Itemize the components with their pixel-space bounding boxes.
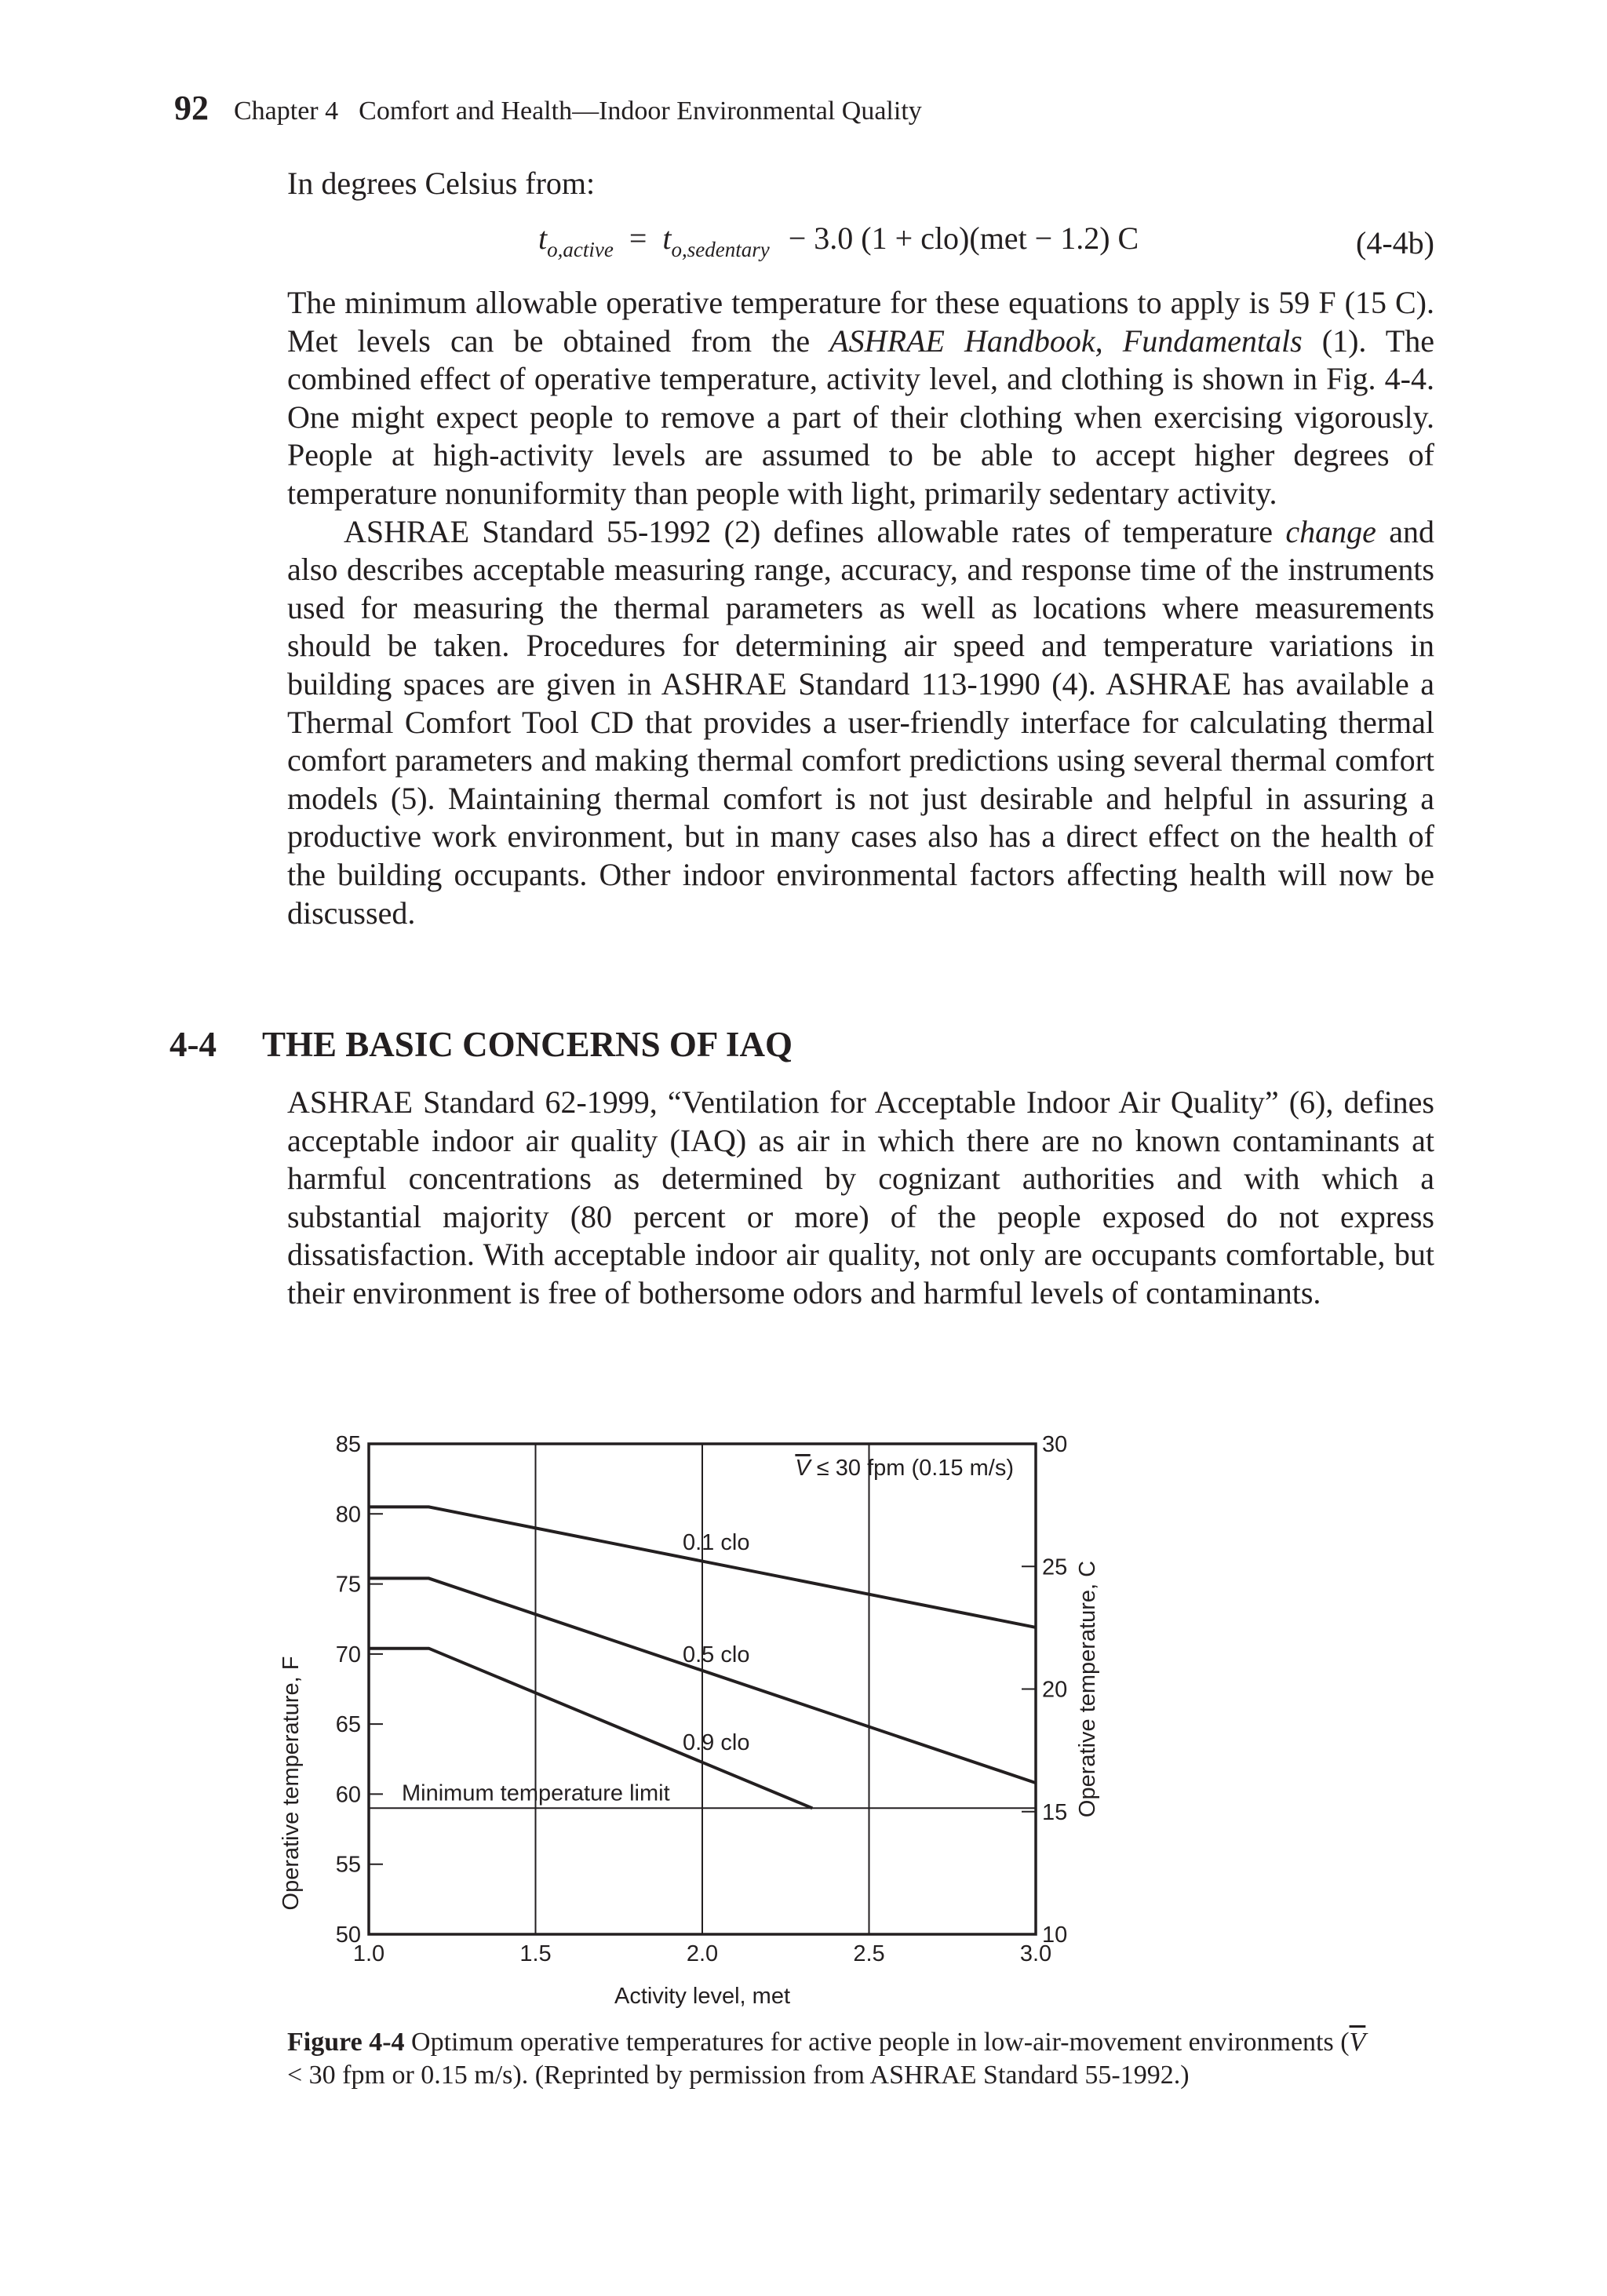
p1-text-a: The minimum allowable operative temperature for these equations to apply is 59 F (15 C). Met levels can be obtained from the (287, 285, 1434, 359)
chapter-label: Chapter 4 (234, 97, 339, 126)
section-title: THE BASIC CONCERNS OF IAQ (262, 1025, 793, 1064)
paragraphs-block (287, 284, 1434, 932)
p2-text-a: ASHRAE Standard 55-1992 (2) defines allowable rates of temperature (344, 513, 1286, 549)
section-number: 4-4 (169, 1025, 217, 1064)
page-number: 92 (174, 89, 209, 127)
x-tick-label-0: 1.0 (352, 1941, 385, 1966)
x-axis-label: Activity level, met (614, 1984, 790, 2009)
y2-axis-label: Operative temperature, C (1075, 1560, 1100, 1818)
annotation-rest: ≤ 30 fpm (0.15 m/s) (810, 1456, 1014, 1481)
caption-v-symbol: $\overline{V}$ (1349, 2028, 1366, 2057)
series-label-0: 0.1 clo (683, 1530, 750, 1555)
y2-tick-label-4: 30 (1042, 1432, 1068, 1457)
min-temp-label: Minimum temperature limit (402, 1780, 670, 1806)
figure-chart (275, 1397, 1161, 2017)
x-tick-label-2: 2.0 (686, 1941, 719, 1966)
y2-tick-label-1: 15 (1042, 1799, 1068, 1825)
p2-text-b: and also describes acceptable measuring range, accuracy, and response time of the instruments used for measuring the thermal parameters as well as locations where measurements should be taken. Procedures for determining air speed and temperature variations in building spaces are given in ASHRAE Standard 113-1990 (4). ASHRAE has available a Thermal Comfort Tool CD that provides a user-friendly interface for calculating thermal comfort parameters and making thermal comfort predictions using several thermal comfort models (5). Maintaining thermal comfort is not just desirable and helpful in assuring a productive work environment, but in many cases also has a direct effect on the health of the building occupants. Other indoor environmental factors affecting health will now be discussed. (287, 513, 1434, 931)
y-tick-label-6: 80 (335, 1502, 361, 1528)
figure-caption (287, 2026, 1382, 2092)
y2-tick-label-3: 25 (1042, 1554, 1068, 1580)
caption-text-a: Optimum operative temperatures for active people in low-air-movement environments ( (404, 2028, 1350, 2057)
chart-grid (536, 1444, 869, 1934)
eq-lhs: t (538, 220, 548, 256)
p1-italic: ASHRAE Handbook, Fundamentals (829, 323, 1303, 359)
y-tick-label-2: 60 (335, 1782, 361, 1808)
series-group (369, 1507, 1036, 1808)
eq-equals: = (629, 220, 647, 256)
equation (538, 220, 1139, 262)
chapter-title: Comfort and Health—Indoor Environmental Quality (359, 97, 922, 126)
y-tick-label-3: 65 (335, 1712, 361, 1738)
y-axis-label: Operative temperature, F (279, 1656, 304, 1911)
y-tick-label-4: 70 (335, 1642, 361, 1667)
section-heading (169, 1024, 793, 1065)
x-tick-label-1: 1.5 (519, 1941, 552, 1966)
x-tick-label-3: 2.5 (853, 1941, 885, 1966)
paragraph-1 (287, 284, 1434, 513)
running-header (174, 88, 922, 128)
p2-italic: change (1285, 513, 1376, 549)
v-symbol: V (795, 1456, 811, 1481)
y-tick-label-0: 50 (335, 1922, 361, 1948)
paragraph-2 (287, 513, 1434, 933)
y2-tick-label-0: 10 (1042, 1922, 1068, 1948)
y-tick-label-7: 85 (335, 1432, 361, 1457)
series-label-2: 0.9 clo (683, 1730, 750, 1755)
x-tick-label-4: 3.0 (1019, 1941, 1052, 1966)
paragraph-3: ASHRAE Standard 62-1999, “Ventilation for Acceptable Indoor Air Quality” (6), defines acceptable indoor air quality (IAQ) as air in which there are no known contaminants at harmful concentrations as determined by cognizant authorities and with which a substantial majority (80 percent or more) of the people exposed do not express dissatisfaction. With acceptable indoor air quality, not only are occupants comfortable, but their environment is free of bothersome odors and harmful levels of contaminants. (287, 1084, 1434, 1310)
series-label-1: 0.5 clo (683, 1642, 750, 1667)
eq-rhs: t (662, 220, 672, 256)
eq-rest: − 3.0 (1 + clo)(met − 1.2) C (788, 220, 1139, 256)
p1-text-b: (1). The combined effect of operative temperature, activity level, and clothing is shown in Fig. 4-4. One might expect people to remove a part of their clothing when exercising vigorously. People at high-activity levels are assumed to be able to accept higher degrees of temperature nonuniformity than people with light, primarily sedentary activity. (287, 323, 1434, 511)
caption-text-b: < 30 fpm or 0.15 m/s). (Reprinted by permission from ASHRAE Standard 55-1992.) (287, 2061, 1190, 2090)
air-speed-annotation (795, 1456, 1014, 1481)
figure-label: Figure 4-4 (287, 2028, 405, 2057)
y-tick-label-1: 55 (335, 1852, 361, 1878)
eq-rhs-sub: o,sedentary (671, 238, 770, 261)
y-tick-label-5: 75 (335, 1572, 361, 1598)
equation-number: (4-4b) (1356, 225, 1434, 261)
intro-line: In degrees Celsius from: (287, 166, 596, 201)
eq-lhs-sub: o,active (547, 238, 614, 261)
y2-tick-label-2: 20 (1042, 1677, 1068, 1703)
